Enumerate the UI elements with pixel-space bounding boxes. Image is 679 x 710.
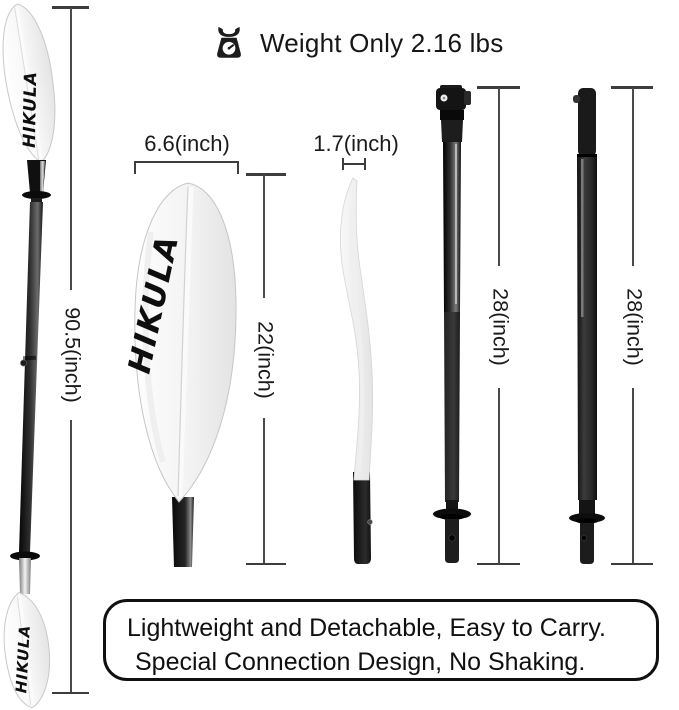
shaft-tip xyxy=(580,523,594,564)
lever-clamp xyxy=(436,85,471,120)
dim-tick xyxy=(134,161,136,174)
dim-label-blade-length: 22(inch) xyxy=(253,321,278,399)
side-blade-figure xyxy=(330,172,400,570)
dim-line-segment xyxy=(134,161,239,163)
shaft-clip xyxy=(573,95,580,103)
dim-tick xyxy=(364,158,366,170)
shaft-plain-figure xyxy=(565,82,610,570)
top-blade xyxy=(0,0,65,165)
side-blade-stub xyxy=(353,472,371,564)
dim-line-segment xyxy=(632,88,634,266)
shaft-lever-figure xyxy=(428,82,478,570)
footer-line-2: Special Connection Design, No Shaking. xyxy=(135,648,586,676)
hikula-logo-bottom: HIKULA xyxy=(12,624,34,694)
footer-note-box xyxy=(103,599,659,681)
dim-tick xyxy=(246,563,286,566)
shaft-button xyxy=(21,360,27,366)
dim-label-thickness: 1.7(inch) xyxy=(313,131,399,156)
dim-line-segment xyxy=(498,88,500,266)
shaft-body xyxy=(577,157,597,500)
paddle-shaft xyxy=(19,202,43,552)
dim-tick xyxy=(477,563,520,566)
dim-line-segment xyxy=(263,175,265,298)
dim-line-segment xyxy=(343,163,366,165)
dim-tick xyxy=(237,161,239,174)
dim-line-segment xyxy=(70,8,72,290)
dim-tick xyxy=(52,692,89,695)
dim-line-segment xyxy=(632,388,634,563)
lower-ferrule xyxy=(19,558,31,594)
assembled-paddle-figure xyxy=(0,0,115,710)
dim-line-segment xyxy=(263,418,265,563)
footer-line-1: Lightweight and Detachable, Easy to Carry. xyxy=(127,614,606,642)
dim-tick xyxy=(611,563,653,566)
bottom-blade xyxy=(0,590,56,710)
scale-icon xyxy=(210,23,248,63)
dim-tick xyxy=(342,158,344,170)
dim-line-segment xyxy=(498,388,500,563)
shaft-top-section xyxy=(578,88,596,156)
dim-label-overall: 90.5(inch) xyxy=(60,307,85,403)
blade-shaft-stub xyxy=(172,497,194,567)
dim-label-shaft1: 28(inch) xyxy=(488,288,513,366)
dim-label-shaft2: 28(inch) xyxy=(622,288,647,366)
hikula-logo-front: HIKULA xyxy=(121,230,187,377)
dim-tick xyxy=(246,173,286,176)
dim-label-blade-width: 6.6(inch) xyxy=(144,131,230,156)
front-blade-figure xyxy=(115,170,250,570)
hikula-logo-top: HIKULA xyxy=(19,70,42,149)
dim-line-segment xyxy=(70,420,72,692)
shaft-lower xyxy=(444,312,460,502)
weight-banner xyxy=(210,23,503,63)
shaft-upper xyxy=(443,142,461,312)
weight-label: Weight Only 2.16 lbs xyxy=(260,27,504,58)
